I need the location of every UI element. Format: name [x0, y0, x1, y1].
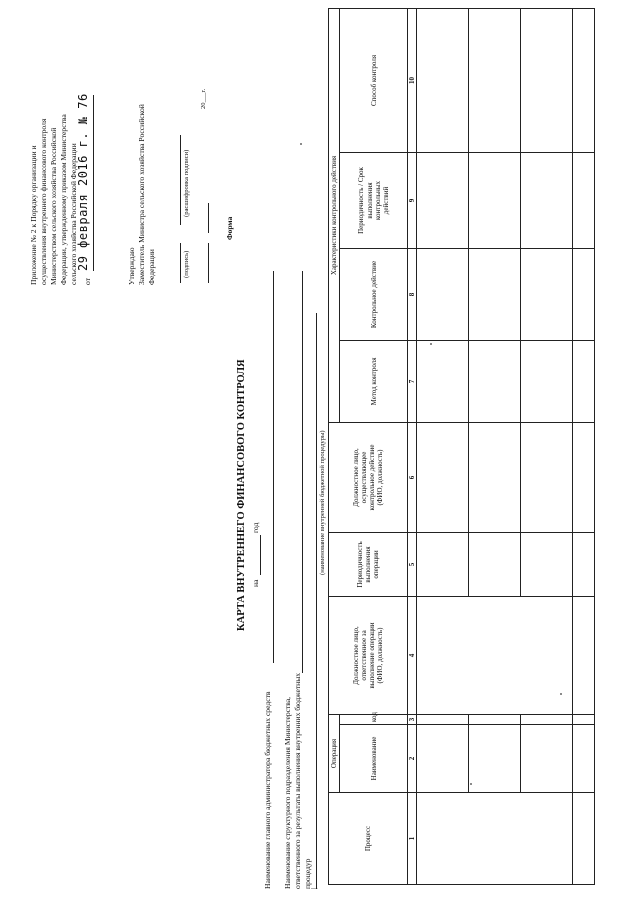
- table-cell: [469, 422, 521, 532]
- col-num-3: 3: [408, 714, 417, 724]
- table-cell: [417, 422, 469, 532]
- header-frequency-l3: контрольных: [373, 181, 382, 220]
- approval-line-1: Заместитель Министра сельского хозяйства Российской: [137, 104, 146, 285]
- table-cell: [573, 152, 595, 248]
- table-cell: [521, 248, 573, 340]
- table-cell: [521, 532, 573, 596]
- table-cell: [469, 714, 521, 724]
- table-cell: [469, 8, 521, 152]
- header-frequency-l2: выполнения: [365, 182, 374, 219]
- scan-speck: [470, 784, 472, 786]
- header-action: Контрольное действие: [340, 248, 408, 340]
- col-num-9: 9: [408, 152, 417, 248]
- period-suffix: год: [251, 522, 260, 533]
- unit-label-line-3: процедур: [303, 858, 312, 889]
- table-cell: [573, 725, 595, 793]
- table-cell: [417, 714, 469, 724]
- document-title: КАРТА ВНУТРЕННЕГО ФИНАНСОВОГО КОНТРОЛЯ: [236, 359, 247, 631]
- date-month-line: [208, 203, 209, 233]
- header-responsible-l1: Должностное лицо,: [351, 626, 360, 685]
- transcript-caption: (расшифровка подписи): [183, 149, 190, 217]
- table-cell: [417, 340, 469, 422]
- signature-line: [180, 243, 181, 283]
- table-cell-process: [417, 793, 573, 885]
- period-year-line: [260, 535, 261, 575]
- appendix-line-2: осуществления внутреннего финансового контроля: [39, 118, 48, 285]
- table-cell: [573, 340, 595, 422]
- header-periodicity-l1: Периодичность: [355, 541, 364, 588]
- table-cell: [417, 248, 469, 340]
- header-way: Способ контроля: [340, 8, 408, 152]
- table-cell: [573, 8, 595, 152]
- header-periodicity-l2: выполнения: [364, 546, 372, 583]
- table-cell: [469, 725, 521, 793]
- header-frequency-l1: Периодичность / Срок: [357, 167, 366, 234]
- header-process: Процесс: [329, 793, 408, 885]
- table-cell: [417, 596, 573, 714]
- procedure-caption: (наименование внутренней бюджетной процедуры): [319, 430, 326, 575]
- signature-caption: (подпись): [183, 250, 190, 278]
- unit-label-line-2: ответственного за результаты выполнения внутренних бюджетных: [293, 672, 302, 889]
- header-responsible-l2: ответственное за: [359, 630, 368, 681]
- header-control-person-l3: контрольное действие: [368, 444, 377, 511]
- appendix-line-1: Приложение № 2 к Порядку организации и: [29, 145, 38, 285]
- table-cell: [417, 725, 469, 793]
- unit-line: [302, 271, 303, 673]
- table-cell: [521, 152, 573, 248]
- header-characteristics: Характеристики контрольного действия: [329, 8, 340, 422]
- transcript-line: [180, 135, 181, 225]
- table-cell: [573, 793, 595, 885]
- header-method: Метод контроля: [340, 340, 408, 422]
- scan-speck: [300, 144, 302, 146]
- header-op-name: Наименование: [340, 725, 408, 793]
- header-control-person-l4: (ФИО, должность): [376, 449, 385, 506]
- table-cell: [573, 714, 595, 724]
- col-num-5: 5: [408, 532, 417, 596]
- admin-label: Наименование главного администратора бюджетных средств: [263, 691, 272, 889]
- admin-line: [273, 271, 274, 663]
- control-map-table: [328, 8, 595, 885]
- col-num-4: 4: [408, 596, 417, 714]
- approval-label: Утверждаю: [127, 247, 136, 285]
- header-control-person-l1: Должностное лицо,: [351, 448, 360, 507]
- header-op-code: код: [340, 714, 408, 724]
- table-cell: [469, 340, 521, 422]
- appendix-line-5: сельского хозяйства Российской Федерации: [69, 143, 78, 285]
- table-cell: [521, 340, 573, 422]
- col-num-7: 7: [408, 340, 417, 422]
- col-num-6: 6: [408, 422, 417, 532]
- table-cell: [469, 532, 521, 596]
- table-cell: [521, 714, 573, 724]
- table-cell: [417, 532, 469, 596]
- appendix-date-underline: [93, 95, 94, 271]
- table-cell: [573, 422, 595, 532]
- header-periodicity-l3: операции: [372, 550, 381, 579]
- header-frequency-l4: действий: [381, 186, 390, 215]
- period-prefix: на: [251, 579, 260, 587]
- scan-speck: [430, 344, 432, 346]
- appendix-date-prefix: от: [83, 277, 92, 285]
- table-cell: [573, 532, 595, 596]
- appendix-date-handwritten: 29 февраля 2016 г. № 76: [76, 93, 90, 271]
- header-responsible-l4: (ФИО, должность): [376, 627, 385, 684]
- appendix-line-4: Федерации, утвержденному приказом Министерства: [59, 114, 68, 285]
- col-num-10: 10: [408, 8, 417, 152]
- table-cell: [521, 725, 573, 793]
- appendix-line-3: Министерством сельского хозяйства Российской: [49, 127, 58, 285]
- table-cell: [573, 248, 595, 340]
- table-cell: [417, 8, 469, 152]
- table-cell: [521, 8, 573, 152]
- table-cell: [469, 152, 521, 248]
- header-control-person-l2: осуществляющее: [359, 451, 368, 504]
- table-cell: [417, 152, 469, 248]
- date-day-line: [208, 243, 209, 283]
- col-num-8: 8: [408, 248, 417, 340]
- col-num-2: 2: [408, 725, 417, 793]
- table-cell: [521, 422, 573, 532]
- scan-speck: [560, 694, 562, 696]
- header-operation: Операция: [329, 714, 340, 792]
- header-periodicity: [329, 532, 408, 596]
- header-responsible-l3: выполнение операции: [368, 622, 377, 689]
- header-responsible: [329, 596, 408, 714]
- col-num-1: 1: [408, 793, 417, 885]
- procedure-line-marker: |: [310, 887, 318, 889]
- form-label: Форма: [225, 216, 234, 240]
- approval-date-year: 20___г.: [200, 88, 207, 109]
- header-control-person: [329, 422, 408, 532]
- procedure-line: [316, 313, 317, 889]
- approval-line-2: Федерации: [147, 249, 156, 285]
- unit-label-line-1: Наименование структурного подразделения Министерства,: [283, 696, 292, 889]
- header-frequency: [340, 152, 408, 248]
- table-cell: [573, 596, 595, 714]
- table-cell: [469, 248, 521, 340]
